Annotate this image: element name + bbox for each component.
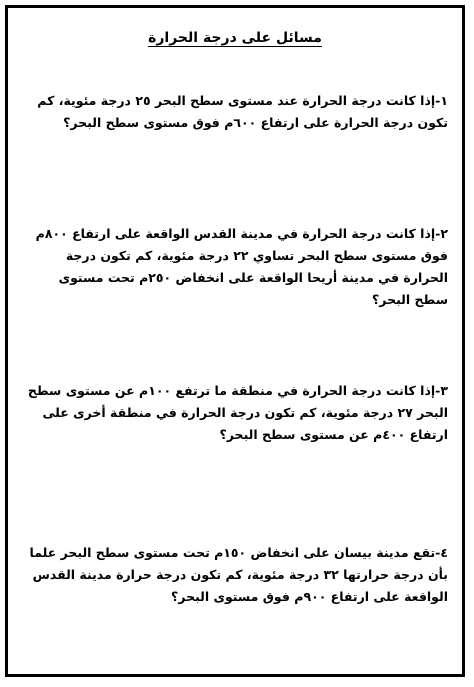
worksheet-page: [5, 5, 465, 677]
question-4: ٤-تقع مدينة بيسان على انخفاض ١٥٠م تحت مستوى سطح البحر علما بأن درجة حرارتها ٣٢ درجة مئوية، كم تكون درجة حرارة مدينة القدس الواقعة على ارتفاع ٩٠٠م فوق مستوى البحر؟: [29, 545, 448, 604]
question-3: ٣-إذا كانت درجة الحرارة في منطقة ما ترتفع ١٠٠م عن مستوى سطح البحر ٢٧ درجة مئوية، كم تكون درجة الحرارة في منطقة أخرى على ارتفاع ٤٠٠م عن مستوى سطح البحر؟: [27, 383, 448, 442]
question-1: ١-إذا كانت درجة الحرارة عند مستوى سطح البحر ٢٥ درجة مئوية، كم تكون درجة الحرارة على ارتفاع ٦٠٠م فوق مستوى سطح البحر؟: [37, 93, 448, 130]
worksheet-title: مسائل على درجة الحرارة: [148, 30, 322, 46]
question-2: ٢-إذا كانت درجة الحرارة في مدينة القدس الواقعة على ارتفاع ٨٠٠م فوق مستوى سطح البحر تساوي ٢٢ درجة مئوية، كم تكون درجة الحرارة في مدينة أريحا الواقعة على انخفاض ٢٥٠م تحت مستوى سطح البحر؟: [35, 226, 448, 307]
